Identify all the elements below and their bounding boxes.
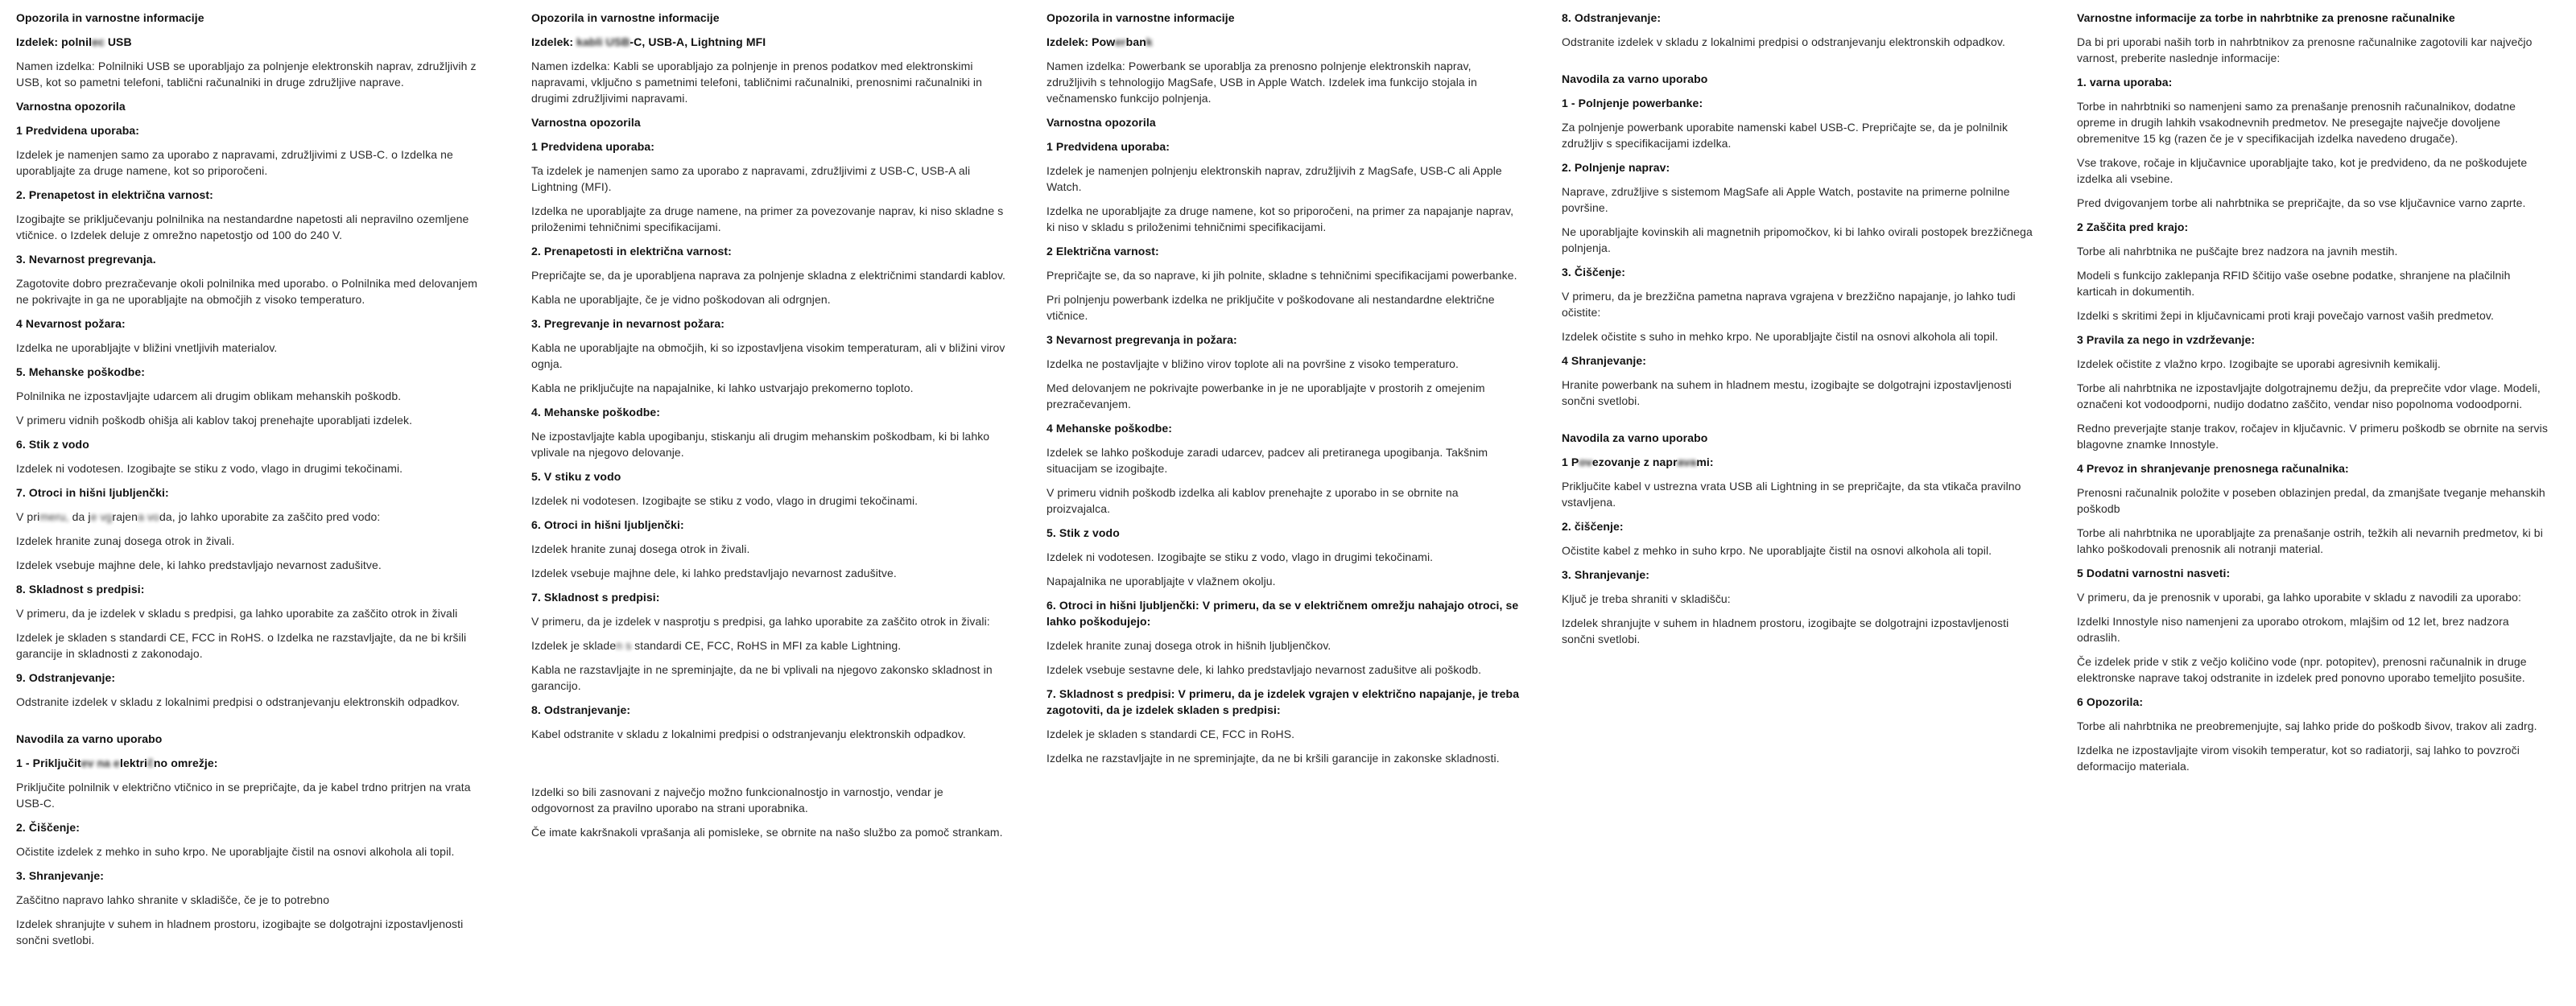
- section-heading: 1 Predvidena uporaba:: [16, 124, 140, 137]
- paragraph: Če izdelek pride v stik z večjo količino vode (npr. potopitev), prenosni računalnik in druge elektronske naprave takoj odstranite in izdelek pred ponovno uporabo temeljito posušite.: [2077, 655, 2527, 684]
- paragraph: Ta izdelek je namenjen samo za uporabo z napravami, združljivimi z USB-C, USB-A ali Lightning (MFI).: [531, 164, 971, 193]
- paragraph: [16, 509, 493, 525]
- section-heading: 2. Prenapetost in električna varnost:: [16, 188, 213, 201]
- paragraph: Ključ je treba shraniti v skladišču:: [1562, 592, 1731, 605]
- paragraph: Pred dvigovanjem torbe ali nahrbtnika se prepričajte, da so vse ključavnice varno zaprte.: [2077, 196, 2526, 209]
- paragraph: Izdelek vsebuje majhne dele, ki lahko predstavljajo nevarnost zadušitve.: [16, 559, 382, 571]
- paragraph: Izdelki so bili zasnovani z največjo možno funkcionalnostjo in varnostjo, vendar je odgovornost za pravilno uporabo na strani uporabnika.: [531, 785, 943, 814]
- paragraph: Med delovanjem ne pokrivajte powerbanke in je ne uporabljajte v prostorih z omejenim prezračevanjem.: [1046, 381, 1485, 410]
- paragraph: Zagotovite dobro prezračevanje okoli polnilnika med uporabo. o Polnilnika med delovanjem ne pokrivajte in ga ne uporabljajte na območjih z visoko temperaturo.: [16, 277, 478, 306]
- section-heading: 9. Odstranjevanje:: [16, 671, 116, 684]
- paragraph: Izdelek je skladen s standardi CE, FCC in RoHS.: [1046, 728, 1295, 740]
- section-heading: 2. čiščenje:: [1562, 520, 1624, 533]
- section-heading: 4 Nevarnost požara:: [16, 317, 126, 330]
- paragraph: Da bi pri uporabi naših torb in nahrbtnikov za prenosne računalnike zagotovili kar največjo varnost, preberite naslednje informacije:: [2077, 35, 2533, 64]
- section-heading: 3 Pravila za nego in vzdrževanje:: [2077, 333, 2256, 346]
- section-heading: 2. Čiščenje:: [16, 821, 80, 834]
- paragraph: Če imate kakršnakoli vprašanja ali pomisleke, se obrnite na našo službo za pomoč strankam.: [531, 826, 1003, 839]
- paragraph: Kabla ne uporabljajte na območjih, ki so izpostavljena visokim temperaturam, ali v bližini virov ognja.: [531, 341, 1005, 370]
- paragraph: Namen izdelka: Kabli se uporabljajo za polnjenje in prenos podatkov med elektronskimi napravami, vključno s pametnimi telefoni, tabličnimi računalniki, prenosnimi računalniki in drugimi združljivimi napravami.: [531, 60, 983, 105]
- section-heading: 4. Mehanske poškodbe:: [531, 406, 661, 418]
- paragraph: Izdelek je namenjen polnjenju elektronskih naprav, združljivih z MagSafe, USB-C ali Apple Watch.: [1046, 164, 1502, 193]
- paragraph: Kabla ne priključujte na napajalnike, ki lahko ustvarjajo prekomerno toploto.: [531, 381, 914, 394]
- paragraph: Izdelek shranjujte v suhem in hladnem prostoru, izogibajte se dolgotrajni izpostavljenosti sončni svetlobi.: [16, 917, 464, 946]
- paragraph: Modeli s funkcijo zaklepanja RFID ščitijo vaše osebne podatke, shranjene na plačilnih karticah in dokumentih.: [2077, 269, 2511, 298]
- text-segment: Izdelek: Pow: [1046, 35, 1116, 48]
- section-heading: 2 Zaščita pred krajo:: [2077, 221, 2189, 233]
- section-heading: [16, 755, 493, 771]
- blurred-text-segment: ec: [92, 35, 105, 48]
- section-heading: 3. Čiščenje:: [1562, 266, 1626, 278]
- section-heading: Varnostne informacije za torbe in nahrbtnike za prenosne računalnike: [2077, 11, 2455, 24]
- section-heading: Opozorila in varnostne informacije: [16, 11, 204, 24]
- section-heading: Navodila za varno uporabo: [1562, 72, 1708, 85]
- text-segment: mi:: [1696, 456, 1714, 468]
- blurred-text-segment: k: [1146, 35, 1153, 48]
- section-heading: Opozorila in varnostne informacije: [1046, 11, 1235, 24]
- paragraph: Kabla ne razstavljajte in ne spreminjajte, da ne bi vplivali na njegovo zakonsko skladnost in garancijo.: [531, 663, 993, 692]
- text-segment: ban: [1125, 35, 1146, 48]
- section-heading: [1046, 34, 1523, 50]
- column-powerbank: [1046, 10, 1523, 1006]
- section-heading: Varnostna opozorila: [1046, 116, 1156, 129]
- paragraph: V primeru, da je izdelek v skladu s predpisi, ga lahko uporabite za zaščito otrok in živali: [16, 607, 458, 620]
- section-heading: Navodila za varno uporabo: [1562, 431, 1708, 444]
- text-segment: lektri: [119, 757, 148, 769]
- section-heading: Navodila za varno uporabo: [16, 732, 163, 745]
- paragraph: Izdelka ne uporabljajte za druge namene, na primer za povezovanje naprav, ki niso skladne s priloženimi tehničnimi specifikacijami.: [531, 204, 1004, 233]
- section-heading: Varnostna opozorila: [531, 116, 641, 129]
- section-heading: 8. Skladnost s predpisi:: [16, 583, 145, 596]
- paragraph: Izdelka ne uporabljajte v bližini vnetljivih materialov.: [16, 341, 278, 354]
- paragraph: Namen izdelka: Polnilniki USB se uporabljajo za polnjenje elektronskih naprav, združljivih z USB, kot so pametni telefoni, tablični računalniki in druge združljive naprave.: [16, 60, 477, 89]
- column-cables: [531, 10, 1008, 1006]
- section-heading: 6. Otroci in hišni ljubljenčki:: [531, 518, 684, 531]
- paragraph: Izdelka ne izpostavljajte virom visokih temperatur, kot so radiatorji, saj lahko to povzroči deformacijo materiala.: [2077, 744, 2520, 773]
- section-heading: 1 Predvidena uporaba:: [1046, 140, 1170, 153]
- section-heading: 5. Mehanske poškodbe:: [16, 365, 146, 378]
- paragraph: Izdelka ne postavljajte v bližino virov toplote ali na površine z visoko temperaturo.: [1046, 357, 1459, 370]
- paragraph: Izdelek je skladen s standardi CE, FCC in RoHS. o Izdelka ne razstavljajte, da ne bi kršili garancije in skladnosti z zakonodajo.: [16, 631, 467, 660]
- paragraph: Izdelka ne uporabljajte za druge namene, kot so priporočeni, na primer za napajanje naprav, ki niso v skladu s priloženimi tehničnimi specifikacijami.: [1046, 204, 1514, 233]
- section-heading: 5. V stiku z vodo: [531, 470, 621, 483]
- paragraph: Očistite kabel z mehko in suho krpo. Ne uporabljajte čistil na osnovi alkohola ali topil.: [1562, 544, 1992, 557]
- text-segment: no omrežje:: [153, 757, 218, 769]
- paragraph: V primeru vidnih poškodb ohišja ali kablov takoj prenehajte uporabljati izdelek.: [16, 414, 413, 427]
- section-heading: 3. Shranjevanje:: [1562, 568, 1649, 581]
- section-heading: 5. Stik z vodo: [1046, 526, 1120, 539]
- paragraph: Prenosni računalnik položite v poseben oblazinjen predal, da zmanjšate tveganje mehanskih poškodb: [2077, 486, 2545, 515]
- section-heading: 3 Nevarnost pregrevanja in požara:: [1046, 333, 1237, 346]
- column-charger: [16, 10, 493, 1006]
- text-segment: -C, USB-A, Lightning MFI: [630, 35, 766, 48]
- blurred-text-segment: n s: [616, 639, 632, 652]
- paragraph: Prepričajte se, da so naprave, ki jih polnite, skladne s tehničnimi specifikacijami powerbanke.: [1046, 269, 1517, 282]
- section-heading: 7. Skladnost s predpisi:: [531, 591, 660, 604]
- section-heading: [1562, 454, 2038, 470]
- section-heading: 2 Električna varnost:: [1046, 245, 1159, 258]
- paragraph: Zaščitno napravo lahko shranite v skladišče, če je to potrebno: [16, 893, 330, 906]
- section-heading: 8. Odstranjevanje:: [531, 703, 631, 716]
- column-bags: [2077, 10, 2553, 1006]
- text-segment: Izdelek: polnil: [16, 35, 93, 48]
- paragraph: Odstranite izdelek v skladu z lokalnimi predpisi o odstranjevanju elektronskih odpadkov.: [16, 695, 460, 708]
- paragraph: Ne izpostavljajte kabla upogibanju, stiskanju ali drugim mehanskim poškodbam, ki bi lahko vplivale na njegovo delovanje.: [531, 430, 990, 459]
- text-segment: da, jo lahko uporabite za zaščito pred vodo:: [159, 510, 381, 523]
- paragraph: V primeru, da je izdelek v nasprotju s predpisi, ga lahko uporabite za zaščito otrok in živali:: [531, 615, 990, 628]
- paragraph: Priključite polnilnik v električno vtičnico in se prepričajte, da je kabel trdno pritrjen na vrata USB-C.: [16, 781, 471, 810]
- text-segment: Izdelek je sklade: [531, 639, 617, 652]
- blurred-text-segment: er: [1115, 35, 1126, 48]
- paragraph: Prepričajte se, da je uporabljena naprava za polnjenje skladna z električnimi standardi kablov.: [531, 269, 1006, 282]
- section-heading: 6. Otroci in hišni ljubljenčki: V primeru, da se v električnem omrežju nahajajo otroci, se lahko poškodujejo:: [1046, 599, 1519, 628]
- section-heading: 6 Opozorila:: [2077, 695, 2144, 708]
- text-segment: 1 P: [1562, 456, 1579, 468]
- paragraph: Torbe ali nahrbtnika ne uporabljajte za prenašanje ostrih, težkih ali nevarnih predmetov, ki bi lahko poškodovali prenosnik ali notranji material.: [2077, 526, 2543, 555]
- text-segment: ezovanje z napr: [1591, 456, 1678, 468]
- section-heading: 7. Otroci in hišni ljubljenčki:: [16, 486, 169, 499]
- section-heading: 5 Dodatni varnostni nasveti:: [2077, 567, 2231, 579]
- paragraph: Izdelki Innostyle niso namenjeni za uporabo otrokom, mlajšim od 12 let, brez nadzora odraslih.: [2077, 615, 2509, 644]
- text-segment: da j: [68, 510, 91, 523]
- blurred-text-segment: č: [147, 757, 154, 769]
- paragraph: V primeru, da je prenosnik v uporabi, ga lahko uporabite v skladu z navodili za uporabo:: [2077, 591, 2522, 604]
- paragraph: V primeru, da je brezžična pametna naprava vgrajena v brezžično napajanje, jo lahko tudi očistite:: [1562, 290, 2016, 319]
- paragraph: Vse trakove, ročaje in ključavnice uporabljajte tako, kot je predvideno, da ne poškodujete izdelka ali vsebine.: [2077, 156, 2528, 185]
- paragraph: Za polnjenje powerbank uporabite namenski kabel USB-C. Prepričajte se, da je polnilnik združljiv s specifikacijami izdelka.: [1562, 121, 2008, 150]
- section-heading: [16, 34, 493, 50]
- section-heading: 3. Pregrevanje in nevarnost požara:: [531, 317, 725, 330]
- section-heading: 3. Shranjevanje:: [16, 869, 104, 882]
- text-segment: 1 - Priključit: [16, 757, 81, 769]
- paragraph: Izdelek očistite z vlažno krpo. Izogibajte se uporabi agresivnih kemikalij.: [2077, 357, 2441, 370]
- paragraph: Izdelek je namenjen samo za uporabo z napravami, združljivimi z USB-C. o Izdelka ne uporabljajte za druge namene, kot so priporočeni.: [16, 148, 453, 177]
- paragraph: Izdelek hranite zunaj dosega otrok in hišnih ljubljenčkov.: [1046, 639, 1331, 652]
- section-heading: 3. Nevarnost pregrevanja.: [16, 253, 156, 266]
- section-heading: 7. Skladnost s predpisi: V primeru, da je izdelek vgrajen v električno napajanje, je treba zagotoviti, da je izdelek skladen s predpisi:: [1046, 687, 1520, 716]
- section-heading: 4 Prevoz in shranjevanje prenosnega računalnika:: [2077, 462, 2349, 475]
- paragraph: Izdelek se lahko poškoduje zaradi udarcev, padcev ali pretiranega upogibanja. Takšnim situacijam se izogibajte.: [1046, 446, 1488, 475]
- section-heading: 8. Odstranjevanje:: [1562, 11, 1662, 24]
- paragraph: Polnilnika ne izpostavljajte udarcem ali drugim oblikam mehanskih poškodb.: [16, 390, 402, 402]
- text-segment: V pri: [16, 510, 40, 523]
- section-heading: Varnostna opozorila: [16, 100, 126, 113]
- text-segment: standardi CE, FCC, RoHS in MFI za kable Lightning.: [631, 639, 902, 652]
- paragraph: Torbe ali nahrbtnika ne preobremenjujte, saj lahko pride do poškodb šivov, trakov ali zadrg.: [2077, 719, 2537, 732]
- paragraph: Redno preverjajte stanje trakov, ročajev in ključavnic. V primeru poškodb se obrnite na servis blagovne znamke Innostyle.: [2077, 422, 2548, 451]
- text-segment: Izdelek:: [531, 35, 577, 48]
- blurred-text-segment: meru,: [39, 510, 69, 523]
- paragraph: Izogibajte se priključevanju polnilnika na nestandardne napetosti ali nepravilno ozemljene vtičnice. o Izdelek deluje z omrežno napetostjo od 100 do 240 V.: [16, 212, 469, 241]
- paragraph: Izdelek ni vodotesen. Izogibajte se stiku z vodo, vlago in drugimi tekočinami.: [1046, 550, 1434, 563]
- paragraph: Torbe ali nahrbtnika ne izpostavljajte dolgotrajnemu dežju, da preprečite vdor vlage. Modeli, označeni kot vodoodporni, nudijo dodatno zaščito, vendar niso popolnoma vodoodporni.: [2077, 381, 2541, 410]
- section-heading: 2. Polnjenje naprav:: [1562, 161, 1670, 174]
- blurred-text-segment: ov: [1579, 456, 1592, 468]
- blurred-text-segment: a vo: [138, 510, 159, 523]
- section-heading: 1 - Polnjenje powerbanke:: [1562, 97, 1703, 109]
- section-heading: 6. Stik z vodo: [16, 438, 89, 451]
- paragraph: Očistite izdelek z mehko in suho krpo. Ne uporabljajte čistil na osnovi alkohola ali topil.: [16, 845, 455, 858]
- paragraph: Kabla ne uporabljajte, če je vidno poškodovan ali odrgnjen.: [531, 293, 831, 306]
- paragraph: Izdelek vsebuje sestavne dele, ki lahko predstavljajo nevarnost zadušitve ali poškodb.: [1046, 663, 1482, 676]
- blurred-text-segment: kabli USB: [576, 35, 630, 48]
- section-heading: Opozorila in varnostne informacije: [531, 11, 720, 24]
- section-heading: 1. varna uporaba:: [2077, 76, 2173, 89]
- paragraph: Torbe ali nahrbtnika ne puščajte brez nadzora na javnih mestih.: [2077, 245, 2398, 258]
- column-powerbank-cables-usage: [1562, 10, 2038, 1006]
- paragraph: Priključite kabel v ustrezna vrata USB ali Lightning in se prepričajte, da sta vtikača pravilno vstavljena.: [1562, 480, 2021, 509]
- paragraph: Kabel odstranite v skladu z lokalnimi predpisi o odstranjevanju elektronskih odpadkov.: [531, 728, 966, 740]
- section-heading: 1 Predvidena uporaba:: [531, 140, 655, 153]
- paragraph: Ne uporabljajte kovinskih ali magnetnih pripomočkov, ki bi lahko ovirali postopek brezžičnega polnjenja.: [1562, 225, 2033, 254]
- paragraph: Namen izdelka: Powerbank se uporablja za prenosno polnjenje elektronskih naprav, združljivih s tehnologijo MagSafe, USB in Apple Watch. Izdelek ima funkcijo stojala in večnamensko funkcijo polnjenja.: [1046, 60, 1477, 105]
- paragraph: Izdelek shranjujte v suhem in hladnem prostoru, izogibajte se dolgotrajni izpostavljenosti sončni svetlobi.: [1562, 616, 2009, 645]
- blurred-text-segment: ev na e: [80, 757, 120, 769]
- text-segment: USB: [104, 35, 132, 48]
- text-segment: rajen: [112, 510, 138, 523]
- paragraph: [531, 637, 1008, 653]
- paragraph: Izdelek vsebuje majhne dele, ki lahko predstavljajo nevarnost zadušitve.: [531, 567, 897, 579]
- paragraph: Izdelek očistite s suho in mehko krpo. Ne uporabljajte čistil na osnovi alkohola ali topil.: [1562, 330, 1999, 343]
- paragraph: Pri polnjenju powerbank izdelka ne priključite v poškodovane ali nestandardne električne vtičnice.: [1046, 293, 1495, 322]
- paragraph: Izdelek hranite zunaj dosega otrok in živali.: [16, 534, 235, 547]
- blurred-text-segment: e vg: [90, 510, 113, 523]
- paragraph: Naprave, združljive s sistemom MagSafe ali Apple Watch, postavite na primerne polnilne površine.: [1562, 185, 2010, 214]
- blurred-text-segment: ava: [1677, 456, 1697, 468]
- paragraph: Odstranite izdelek v skladu z lokalnimi predpisi o odstranjevanju elektronskih odpadkov.: [1562, 35, 2005, 48]
- section-heading: 4 Shranjevanje:: [1562, 354, 1646, 367]
- paragraph: Izdelki s skritimi žepi in ključavnicami proti kraji povečajo varnost vaših predmetov.: [2077, 309, 2494, 322]
- paragraph: Izdelek ni vodotesen. Izogibajte se stiku z vodo, vlago in drugimi tekočinami.: [16, 462, 403, 475]
- section-heading: 4 Mehanske poškodbe:: [1046, 422, 1173, 435]
- paragraph: Izdelek hranite zunaj dosega otrok in živali.: [531, 542, 750, 555]
- paragraph: Torbe in nahrbtniki so namenjeni samo za prenašanje prenosnih računalnikov, dodatne opreme in drugih lahkih vsakodnevnih predmetov. Ne presegajte največje dovoljene obremenitve 15 kg (razen če je v specifikacijah izdelka navedeno drugače).: [2077, 100, 2516, 145]
- paragraph: Izdelek ni vodotesen. Izogibajte se stiku z vodo, vlago in drugimi tekočinami.: [531, 494, 919, 507]
- paragraph: Izdelka ne razstavljajte in ne spreminjajte, da ne bi kršili garancije in zakonske skladnosti.: [1046, 752, 1500, 765]
- section-heading: 2. Prenapetosti in električna varnost:: [531, 245, 732, 258]
- paragraph: Hranite powerbank na suhem in hladnem mestu, izogibajte se dolgotrajni izpostavljenosti sončni svetlobi.: [1562, 378, 2012, 407]
- paragraph: Napajalnika ne uporabljajte v vlažnem okolju.: [1046, 575, 1276, 588]
- paragraph: V primeru vidnih poškodb izdelka ali kablov prenehajte z uporabo in se obrnite na proizvajalca.: [1046, 486, 1459, 515]
- section-heading: [531, 34, 1008, 50]
